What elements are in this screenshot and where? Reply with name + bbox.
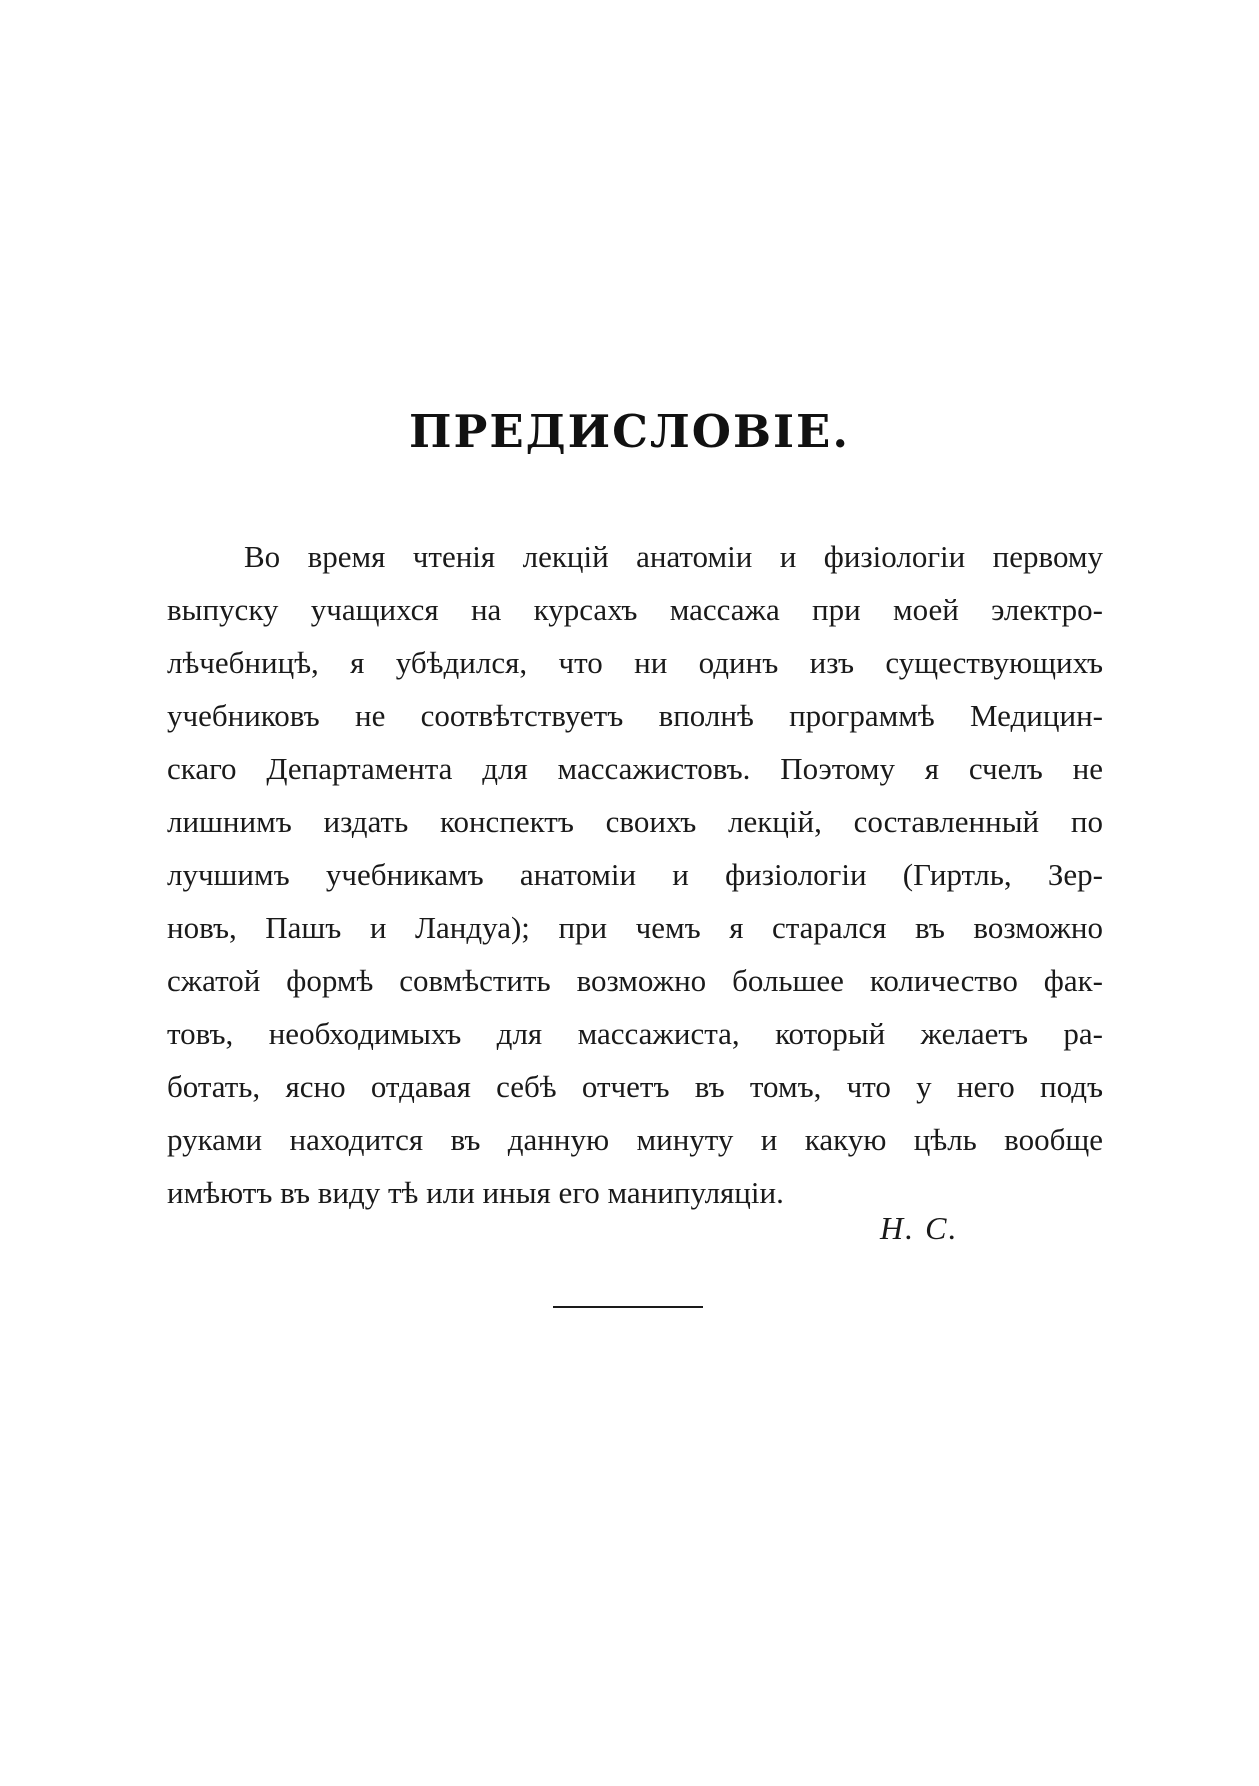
paragraph-line: лучшимъ учебникамъ анатоміи и физіологіи (Гиртль, Зер- bbox=[167, 857, 1103, 892]
paragraph-line: руками находится въ данную минуту и какую цѣль вообще bbox=[167, 1122, 1103, 1157]
paragraph-line: сжатой формѣ совмѣстить возможно большее количество фак- bbox=[167, 963, 1103, 998]
paragraph-line: товъ, необходимыхъ для массажиста, который желаетъ ра- bbox=[167, 1016, 1103, 1051]
paragraph-line: новъ, Пашъ и Ландуа); при чемъ я старался въ возможно bbox=[167, 910, 1103, 945]
author-signature: Н. С. bbox=[880, 1210, 959, 1246]
paragraph-line: лѣчебницѣ, я убѣдился, что ни одинъ изъ существующихъ bbox=[167, 645, 1103, 680]
page-title: ПРЕДИСЛОВІЕ. bbox=[408, 405, 851, 458]
paragraph-line: имѣютъ въ виду тѣ или иныя его манипуляціи. bbox=[167, 1175, 784, 1210]
paragraph-line: скаго Департамента для массажистовъ. Поэтому я счелъ не bbox=[167, 751, 1103, 786]
paragraph-line: лишнимъ издать конспектъ своихъ лекцій, составленный по bbox=[167, 804, 1103, 839]
paragraph-line: Во время чтенія лекцій анатоміи и физіологіи первому bbox=[244, 539, 1103, 574]
paragraph-line: ботать, ясно отдавая себѣ отчетъ въ томъ, что у него подъ bbox=[167, 1069, 1103, 1104]
paragraph-line: учебниковъ не соотвѣтствуетъ вполнѣ программѣ Медицин- bbox=[167, 698, 1103, 733]
preface-paragraph bbox=[167, 530, 1103, 1219]
paragraph-line: выпуску учащихся на курсахъ массажа при моей электро- bbox=[167, 592, 1103, 627]
end-rule-divider bbox=[553, 1306, 703, 1308]
